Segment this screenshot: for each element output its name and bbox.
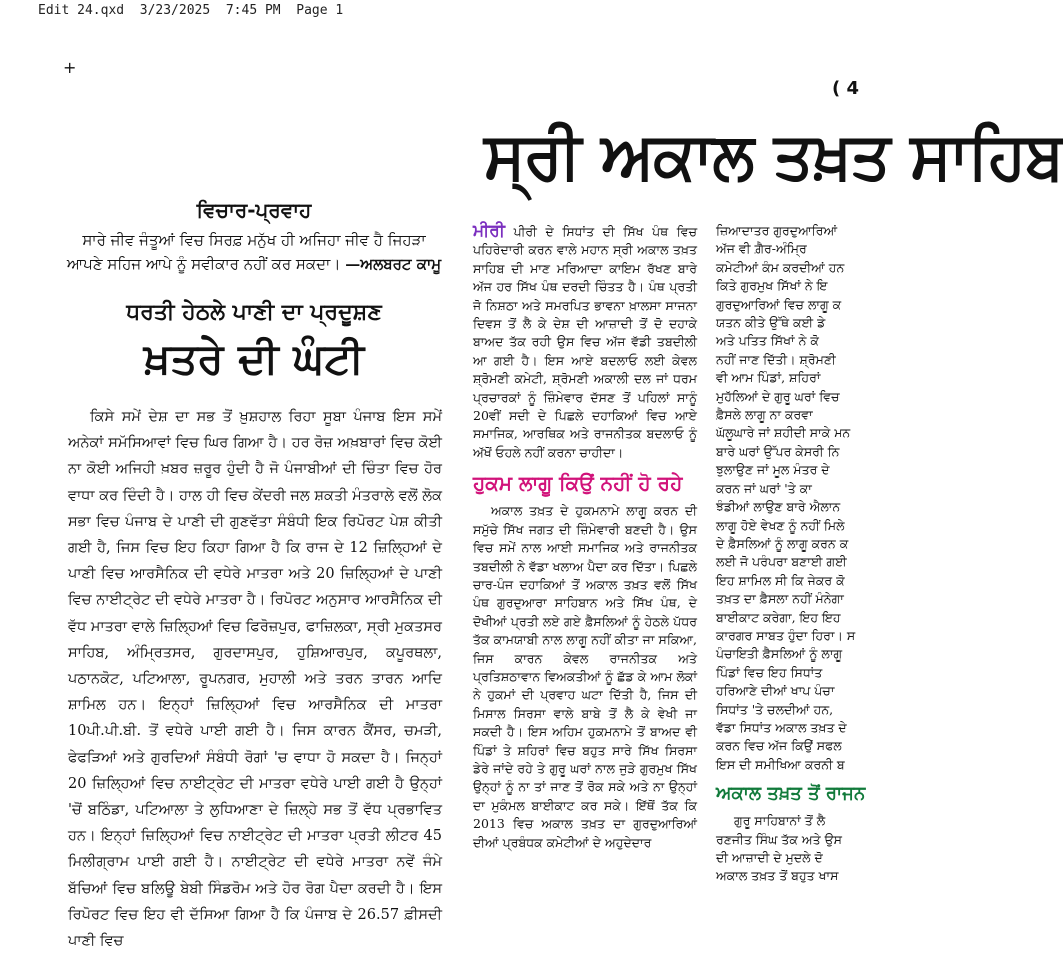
column-lines xyxy=(716,222,858,774)
quote xyxy=(64,228,444,276)
print-slug: Edit 24.qxd 3/23/2025 7:45 PM Page 1 xyxy=(38,3,344,18)
paragraph-text: ਪੀਰੀ ਦੇ ਸਿਧਾਂਤ ਦੀ ਸਿੱਖ ਪੰਥ ਵਿਚ ਪਹਿਰੇਦਾਰੀ ਕਰਨ ਵਾਲੇ ਮਹਾਨ ਸ੍ਰੀ ਅਕਾਲ ਤਖ਼ਤ ਸਾਹਿਬ ਦੀ ਮਾਣ ਮਰਿਆਦਾ ਕਾਇਮ ਰੱਖਣ ਬਾਰੇ ਅੱਜ ਹਰ ਸਿੱਖ ਪੰਥ ਦਰਦੀ ਚਿੰਤਤ ਹੈ। ਪੰਥ ਪ੍ਰਤੀ ਜੋ ਨਿਸ਼ਠਾ ਅਤੇ ਸਮਰਪਿਤ ਭਾਵਨਾ ਖ਼ਾਲਸਾ ਸਾਜਨਾ ਦਿਵਸ ਤੋਂ ਲੈ ਕੇ ਦੇਸ਼ ਦੀ ਆਜ਼ਾਦੀ ਤੋਂ ਦੋ ਦਹਾਕੇ ਬਾਅਦ ਤੱਕ ਰਹੀ ਉਸ ਵਿਚ ਅੱਜ ਵੱਡੀ ਤਬਦੀਲੀ ਆ ਗਈ ਹੈ। ਇਸ ਆਏ ਬਦਲਾਓ ਲਈ ਕੇਵਲ ਸ਼੍ਰੋਮਣੀ ਕਮੇਟੀ, ਸ਼੍ਰੋਮਣੀ ਅਕਾਲੀ ਦਲ ਜਾਂ ਧਰਮ ਪ੍ਰਚਾਰਕਾਂ ਨੂੰ ਜ਼ਿੰਮੇਵਾਰ ਦੱਸਣ ਤੋਂ ਪਹਿਲਾਂ ਸਾਨੂੰ 20ਵੀਂ ਸਦੀ ਦੇ ਪਿਛਲੇ ਦਹਾਕਿਆਂ ਵਿਚ ਆਏ ਸਮਾਜਿਕ, ਆਰਥਿਕ ਅਤੇ ਰਾਜਨੀਤਕ ਬਦਲਾਓ ਨੂੰ ਅੱਖੋਂ ਓਹਲੇ ਨਹੀਂ ਕਰਨਾ ਚਾਹੀਦਾ। xyxy=(473,224,697,460)
article-paragraph-2: ਅਕਾਲ ਤਖ਼ਤ ਦੇ ਹੁਕਮਨਾਮੇ ਲਾਗੂ ਕਰਨ ਦੀ ਸਮੁੱਚੇ ਸਿੱਖ ਜਗਤ ਦੀ ਜ਼ਿੰਮੇਵਾਰੀ ਬਣਦੀ ਹੈ। ਉਸ ਵਿਚ ਸਮੇਂ ਨਾਲ ਆਈ ਸਮਾਜਿਕ ਅਤੇ ਰਾਜਨੀਤਕ ਤਬਦੀਲੀ ਨੇ ਵੱਡਾ ਖਲਾਅ ਪੈਦਾ ਕਰ ਦਿੱਤਾ। ਪਿਛਲੇ ਚਾਰ-ਪੰਜ ਦਹਾਕਿਆਂ ਤੋਂ ਅਕਾਲ ਤਖ਼ਤ ਵਲੋਂ ਸਿੱਖ ਪੰਥ ਗੁਰਦੁਆਰਾ ਸਾਹਿਬਾਨ ਅਤੇ ਸਿੱਖ ਪੰਥ, ਦੇ ਦੋਖੀਆਂ ਪ੍ਰਤੀ ਲਏ ਗਏ ਫ਼ੈਸਲਿਆਂ ਨੂੰ ਹੇਠਲੇ ਪੱਧਰ ਤੱਕ ਕਾਮਯਾਬੀ ਨਾਲ ਲਾਗੂ ਨਹੀਂ ਕੀਤਾ ਜਾ ਸਕਿਆ, ਜਿਸ ਕਾਰਨ ਕੇਵਲ ਰਾਜਨੀਤਕ ਅਤੇ ਪ੍ਰਤਿਸ਼ਠਾਵਾਨ ਵਿਅਕਤੀਆਂ ਨੂੰ ਛੱਡ ਕੇ ਆਮ ਲੋਕਾਂ ਨੇ ਹੁਕਮਾਂ ਦੀ ਪ੍ਰਵਾਹ ਘਟਾ ਦਿੱਤੀ ਹੈ, ਜਿਸ ਦੀ ਮਿਸਾਲ ਸਿਰਸਾ ਵਾਲੇ ਬਾਬੇ ਤੋਂ ਲੈ ਕੇ ਵੇਖੀ ਜਾ ਸਕਦੀ ਹੈ। ਇਸ ਅਹਿਮ ਹੁਕਮਨਾਮੇ ਤੋਂ ਬਾਅਦ ਵੀ ਪਿੰਡਾਂ ਤੇ ਸ਼ਹਿਰਾਂ ਵਿਚ ਬਹੁਤ ਸਾਰੇ ਸਿੱਖ ਸਿਰਸਾ ਡੇਰੇ ਜਾਂਦੇ ਰਹੇ ਤੇ ਗੁਰੂ ਘਰਾਂ ਨਾਲ ਜੁੜੇ ਗੁਰਮੁਖ ਸਿੱਖ ਉਨ੍ਹਾਂ ਨੂੰ ਨਾ ਤਾਂ ਜਾਣ ਤੋਂ ਰੋਕ ਸਕੇ ਅਤੇ ਨਾ ਉਨ੍ਹਾਂ ਦਾ ਮੁਕੰਮਲ ਬਾਈਕਾਟ ਕਰ ਸਕੇ। ਇੱਥੋਂ ਤੱਕ ਕਿ 2013 ਵਿਚ ਅਕਾਲ ਤਖ਼ਤ ਦਾ ਗੁਰਦੁਆਰਿਆਂ ਦੀਆਂ ਪ੍ਰਬੰਧਕ ਕਮੇਟੀਆਂ ਦੇ ਅਹੁਦੇਦਾਰ xyxy=(473,503,697,850)
column-line: ਕਮੇਟੀਆਂ ਕੰਮ ਕਰਦੀਆਂ ਹਨ xyxy=(716,259,845,275)
column-line: ਜ਼ਿਆਦਾਤਰ ਗੁਰਦੁਆਰਿਆਂ xyxy=(716,223,838,238)
lead-word: ਮੀਰੀ xyxy=(473,221,505,241)
column-line: ਕਾਰਗਰ ਸਾਬਤ ਹੁੰਦਾ ਹਿਰਾ। ਸ xyxy=(716,627,856,643)
column-line: ਰਣਜੀਤ ਸਿੰਘ ਤੱਕ ਅਤੇ ਉਸ xyxy=(716,831,842,847)
column-line: ਤਖ਼ਤ ਦਾ ਫ਼ੈਸਲਾ ਨਹੀਂ ਮੰਨੇਗਾ xyxy=(716,591,844,607)
column-line: ਕਰਨ ਵਿਚ ਅੱਜ ਕਿਉਂ ਸਫਲ xyxy=(716,738,842,754)
column-line: ਲਾਗੂ ਹੋਏ ਵੇਖਣ ਨੂੰ ਨਹੀਂ ਮਿਲੇ xyxy=(716,517,845,533)
column-line: ਗੁਰਦੁਆਰਿਆਂ ਵਿਚ ਲਾਗੂ ਕ xyxy=(716,296,842,312)
column-line: ਦੇ ਫ਼ੈਸਲਿਆਂ ਨੂੰ ਲਾਗੂ ਕਰਨ ਕ xyxy=(716,535,849,551)
column-line: ਬਾਈਕਾਟ ਕਰੇਗਾ, ਇਹ ਇਹ xyxy=(716,609,841,625)
editorial-column xyxy=(64,198,444,389)
column-line: ਯਤਨ ਕੀਤੇ ਉੱਥੇ ਕਈ ਡੇ xyxy=(716,315,826,331)
column-line: ਵੱਡਾ ਸਿਧਾਂਤ ਅਕਾਲ ਤਖ਼ਤ ਦੇ xyxy=(716,719,847,735)
column-line: ਅਕਾਲ ਤਖ਼ਤ ਤੋਂ ਬਹੁਤ ਖਾਸ xyxy=(716,868,839,884)
page-number: ( 4 xyxy=(832,78,860,99)
section-heading-2: ਅਕਾਲ ਤਖ਼ਤ ਤੋਂ ਰਾਜਨ xyxy=(716,783,866,805)
column-line: ਬਾਰੇ ਘਰਾਂ ਉੱਪਰ ਕੇਸਰੀ ਨਿ xyxy=(716,443,840,459)
column-line: ਗੁਰੂ ਸਾਹਿਬਾਨਾਂ ਤੋਂ ਲੈ xyxy=(734,813,826,829)
article-column-1 xyxy=(473,222,697,852)
column-line: ਪਿੰਡਾਂ ਵਿਚ ਇਹ ਸਿਧਾਂਤ xyxy=(716,664,823,680)
column-line: ਘੱਲੂਘਾਰੇ ਜਾਂ ਸ਼ਹੀਦੀ ਸਾਕੇ ਮਨ xyxy=(716,425,851,441)
section-title: ਵਿਚਾਰ-ਪ੍ਰਵਾਹ xyxy=(196,198,312,222)
section-heading-1: ਹੁਕਮ ਲਾਗੂ ਕਿਉਂ ਨਹੀਂ ਹੋ ਰਹੇ xyxy=(473,471,683,496)
editorial-subheadline: ਧਰਤੀ ਹੇਠਲੇ ਪਾਣੀ ਦਾ ਪ੍ਰਦੂਸ਼ਣ xyxy=(126,300,382,325)
column-line: ਹਰਿਆਣੇ ਦੀਆਂ ਖਾਪ ਪੰਚਾ xyxy=(716,683,835,699)
column-lines-after xyxy=(716,812,858,886)
column-line: ਦੀ ਆਜ਼ਾਦੀ ਦੇ ਮੁਦਲੇ ਦੋ xyxy=(716,850,823,865)
column-line: ਇਹ ਸ਼ਾਮਿਲ ਸੀ ਕਿ ਜੇਕਰ ਕੋ xyxy=(716,572,845,588)
column-line: ਸਿਧਾਂਤ 'ਤੇ ਚਲਦੀਆਂ ਹਨ, xyxy=(716,701,834,717)
column-line: ਨਹੀਂ ਜਾਣ ਦਿੱਤੀ। ਸ਼੍ਰੋਮਣੀ xyxy=(716,351,836,367)
article-paragraph-1 xyxy=(473,222,697,462)
column-line: ਅੱਜ ਵੀ ਗ਼ੈਰ-ਅੰਮ੍ਰਿ xyxy=(716,241,807,257)
editorial-headline: ਖ਼ਤਰੇ ਦੀ ਘੰਟੀ xyxy=(143,334,365,383)
column-line: ਅਤੇ ਪਤਿਤ ਸਿੱਖਾਂ ਨੇ ਕੋ xyxy=(716,333,819,349)
article-column-2 xyxy=(716,222,866,886)
column-line: ਕਰਨ ਜਾਂ ਘਰਾਂ 'ਤੇ ਕਾ xyxy=(716,480,812,496)
editorial-body: ਕਿਸੇ ਸਮੇਂ ਦੇਸ਼ ਦਾ ਸਭ ਤੋਂ ਖ਼ੁਸ਼ਹਾਲ ਰਿਹਾ ਸੂਬਾ ਪੰਜਾਬ ਇਸ ਸਮੇਂ ਅਨੇਕਾਂ ਸਮੱਸਿਆਵਾਂ ਵਿਚ ਘਿਰ ਗਿਆ ਹੈ। ਹਰ ਰੋਜ਼ ਅਖ਼ਬਾਰਾਂ ਵਿਚ ਕੋਈ ਨਾ ਕੋਈ ਅਜਿਹੀ ਖ਼ਬਰ ਜ਼ਰੂਰ ਹੁੰਦੀ ਹੈ ਜੋ ਪੰਜਾਬੀਆਂ ਦੀ ਚਿੰਤਾ ਵਿਚ ਹੋਰ ਵਾਧਾ ਕਰ ਦਿੰਦੀ ਹੈ। ਹਾਲ ਹੀ ਵਿਚ ਕੇਂਦਰੀ ਜਲ ਸ਼ਕਤੀ ਮੰਤਰਾਲੇ ਵਲੋਂ ਲੋਕ ਸਭਾ ਵਿਚ ਪੰਜਾਬ ਦੇ ਪਾਣੀ ਦੀ ਗੁਣਵੱਤਾ ਸੰਬੰਧੀ ਇਕ ਰਿਪੋਰਟ ਪੇਸ਼ ਕੀਤੀ ਗਈ ਹੈ, ਜਿਸ ਵਿਚ ਇਹ ਕਿਹਾ ਗਿਆ ਹੈ ਕਿ ਰਾਜ ਦੇ 12 ਜ਼ਿਲ੍ਹਿਆਂ ਦੇ ਪਾਣੀ ਵਿਚ ਆਰਸੈਨਿਕ ਦੀ ਵਧੇਰੇ ਮਾਤਰਾ ਅਤੇ 20 ਜ਼ਿਲ੍ਹਿਆਂ ਦੇ ਪਾਣੀ ਵਿਚ ਨਾਈਟ੍ਰੇਟ ਦੀ ਵਧੇਰੇ ਮਾਤਰਾ ਹੈ। ਰਿਪੋਰਟ ਅਨੁਸਾਰ ਆਰਸੈਨਿਕ ਦੀ ਵੱਧ ਮਾਤਰਾ ਵਾਲੇ ਜ਼ਿਲ੍ਹਿਆਂ ਵਿਚ ਫਿਰੋਜ਼ਪੁਰ, ਫਾਜ਼ਿਲਕਾ, ਸ੍ਰੀ ਮੁਕਤਸਰ ਸਾਹਿਬ, ਅੰਮ੍ਰਿਤਸਰ, ਗੁਰਦਾਸਪੁਰ, ਹੁਸ਼ਿਆਰਪੁਰ, ਕਪੂਰਥਲਾ, ਪਠਾਨਕੋਟ, ਪਟਿਆਲਾ, ਰੂਪਨਗਰ, ਮੁਹਾਲੀ ਅਤੇ ਤਰਨ ਤਾਰਨ ਆਦਿ ਸ਼ਾਮਿਲ ਹਨ। ਇਨ੍ਹਾਂ ਜ਼ਿਲ੍ਹਿਆਂ ਵਿਚ ਆਰਸੈਨਿਕ ਦੀ ਮਾਤਰਾ 10ਪੀ.ਪੀ.ਬੀ. ਤੋਂ ਵਧੇਰੇ ਪਾਈ ਗਈ ਹੈ। ਜਿਸ ਕਾਰਨ ਕੈਂਸਰ, ਚਮੜੀ, ਫੇਫੜਿਆਂ ਅਤੇ ਗੁਰਦਿਆਂ ਸੰਬੰਧੀ ਰੋਗਾਂ 'ਚ ਵਾਧਾ ਹੋ ਸਕਦਾ ਹੈ। ਜਿਨ੍ਹਾਂ 20 ਜ਼ਿਲ੍ਹਿਆਂ ਵਿਚ ਨਾਈਟ੍ਰੇਟ ਦੀ ਮਾਤਰਾ ਵਧੇਰੇ ਪਾਈ ਗਈ ਹੈ ਉਨ੍ਹਾਂ 'ਚੋਂ ਬਠਿੰਡਾ, ਪਟਿਆਲਾ ਤੇ ਲੁਧਿਆਣਾ ਦੇ ਜ਼ਿਲ੍ਹੇ ਸਭ ਤੋਂ ਵੱਧ ਪ੍ਰਭਾਵਿਤ ਹਨ। ਇਨ੍ਹਾਂ ਜ਼ਿਲ੍ਹਿਆਂ ਵਿਚ ਨਾਈਟ੍ਰੇਟ ਦੀ ਮਾਤਰਾ ਪ੍ਰਤੀ ਲੀਟਰ 45 ਮਿਲੀਗ੍ਰਾਮ ਪਾਈ ਗਈ ਹੈ। ਨਾਈਟ੍ਰੇਟ ਦੀ ਵਧੇਰੇ ਮਾਤਰਾ ਨਵੇਂ ਜੰਮੇ ਬੱਚਿਆਂ ਵਿਚ ਬਲਿਊ ਬੇਬੀ ਸਿੰਡਰੋਮ ਅਤੇ ਹੋਰ ਰੋਗ ਪੈਦਾ ਕਰਦੀ ਹੈ। ਇਸ ਰਿਪੋਰਟ ਵਿਚ ਇਹ ਵੀ ਦੱਸਿਆ ਗਿਆ ਹੈ ਕਿ ਪੰਜਾਬ ਦੇ 26.57 ਫ਼ੀਸਦੀ ਪਾਣੀ ਵਿਚ xyxy=(68,409,442,950)
column-line: ਝੰਡੀਆਂ ਲਾਉਣ ਬਾਰੇ ਐਲਾਨ xyxy=(716,499,841,515)
column-line: ਵੀ ਆਮ ਪਿੰਡਾਂ, ਸ਼ਹਿਰਾਂ xyxy=(716,370,821,386)
column-line: ਕਿਤੇ ਗੁਰਮੁਖ ਸਿੱਖਾਂ ਨੇ ਇ xyxy=(716,278,828,294)
registration-mark: + xyxy=(63,58,77,77)
masthead-headline: ਸ੍ਰੀ ਅਕਾਲ ਤਖ਼ਤ ਸਾਹਿਬ xyxy=(484,116,1063,194)
quote-author: —ਅਲਬਰਟ ਕਾਮੂ xyxy=(345,255,442,273)
column-line: ਪੰਚਾਇਤੀ ਫ਼ੈਸਲਿਆਂ ਨੂੰ ਲਾਗੂ xyxy=(716,646,843,662)
quote-text: ਸਾਰੇ ਜੀਵ ਜੰਤੂਆਂ ਵਿਚ ਸਿਰਫ਼ ਮਨੁੱਖ ਹੀ ਅਜਿਹਾ ਜੀਵ ਹੈ ਜਿਹੜਾ ਆਪਣੇ ਸਹਿਜ ਆਪੇ ਨੂੰ ਸਵੀਕਾਰ ਨਹੀਂ ਕਰ ਸਕਦਾ। xyxy=(66,231,426,273)
column-line: ਝੁਲਾਉਣ ਜਾਂ ਮੂਲ ਮੰਤਰ ਦੇ xyxy=(716,462,830,478)
column-line: ਇਸ ਦੀ ਸਮੀਖਿਆ ਕਰਨੀ ਬ xyxy=(716,756,845,772)
column-line: ਮੁਹੱਲਿਆਂ ਦੇ ਗੁਰੂ ਘਰਾਂ ਵਿਚ xyxy=(716,388,840,404)
column-line: ਫ਼ੈਸਲੇ ਲਾਗੂ ਨਾ ਕਰਵਾ xyxy=(716,407,813,423)
column-line: ਲਈ ਜੋ ਪਰੰਪਰਾ ਬਣਾਈ ਗਈ xyxy=(716,554,847,570)
